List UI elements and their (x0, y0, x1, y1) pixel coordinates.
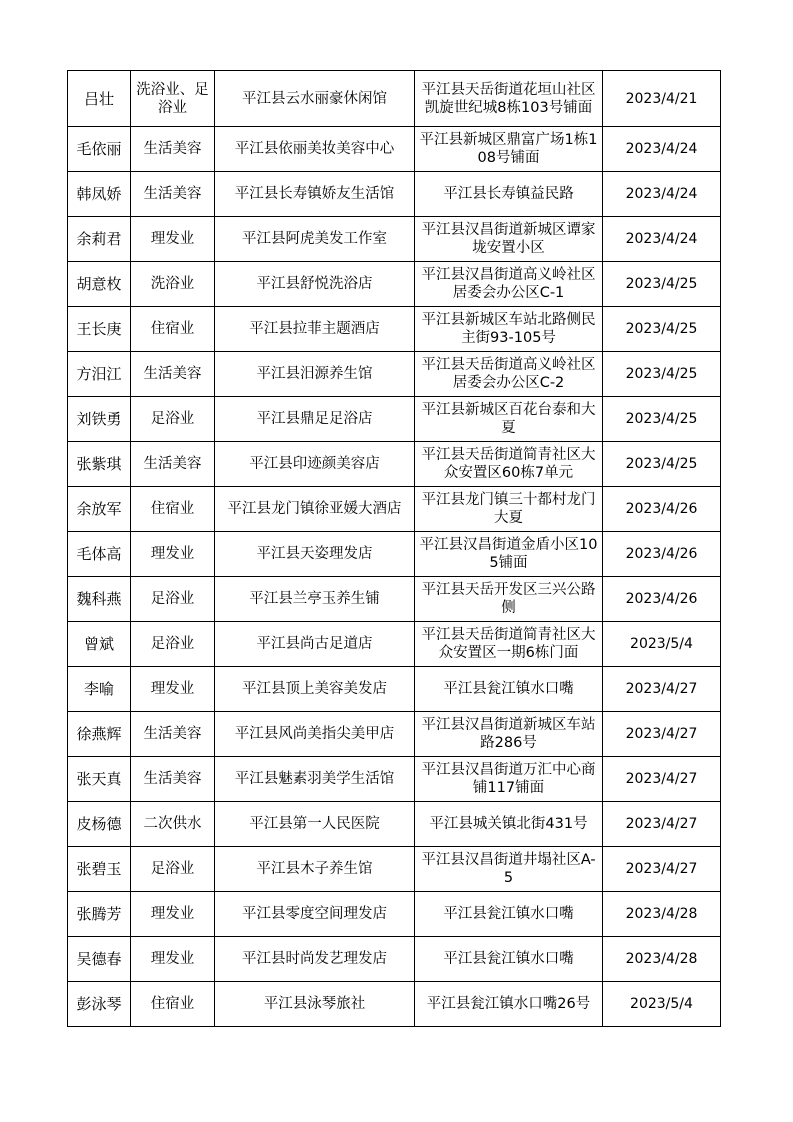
address-cell: 平江县新城区车站北路侧民主街93-105号 (415, 307, 603, 352)
table-row (68, 577, 721, 622)
address-cell: 平江县天岳街道简青社区大众安置区一期6栋门面 (415, 622, 603, 667)
table-row (68, 802, 721, 847)
table-row (68, 712, 721, 757)
shop-name-cell: 平江县零度空间理发店 (215, 892, 415, 937)
address-cell: 平江县天岳街道简青社区大众安置区60栋7单元 (415, 442, 603, 487)
address-cell: 平江县城关镇北街431号 (415, 802, 603, 847)
date-cell: 2023/4/27 (603, 757, 721, 802)
address-cell: 平江县汉昌街道井塌社区A-5 (415, 847, 603, 892)
owner-name-cell: 彭泳琴 (68, 982, 131, 1027)
shop-name-cell: 平江县尚古足道店 (215, 622, 415, 667)
date-cell: 2023/4/21 (603, 71, 721, 127)
industry-cell: 理发业 (131, 217, 215, 262)
industry-cell: 理发业 (131, 532, 215, 577)
date-cell: 2023/4/24 (603, 172, 721, 217)
address-cell: 平江县瓮江镇水口嘴 (415, 667, 603, 712)
address-cell: 平江县新城区鼎富广场1栋108号铺面 (415, 127, 603, 172)
owner-name-cell: 张天真 (68, 757, 131, 802)
date-cell: 2023/4/24 (603, 127, 721, 172)
table-row (68, 217, 721, 262)
owner-name-cell: 方汨江 (68, 352, 131, 397)
shop-name-cell: 平江县龙门镇徐亚媛大酒店 (215, 487, 415, 532)
owner-name-cell: 胡意枚 (68, 262, 131, 307)
table-row (68, 352, 721, 397)
owner-name-cell: 王长庚 (68, 307, 131, 352)
table-row (68, 442, 721, 487)
owner-name-cell: 张腾芳 (68, 892, 131, 937)
industry-cell: 足浴业 (131, 577, 215, 622)
shop-name-cell: 平江县拉菲主题酒店 (215, 307, 415, 352)
date-cell: 2023/4/28 (603, 892, 721, 937)
date-cell: 2023/4/27 (603, 667, 721, 712)
table-row (68, 172, 721, 217)
owner-name-cell: 毛依丽 (68, 127, 131, 172)
address-cell: 平江县长寿镇益民路 (415, 172, 603, 217)
date-cell: 2023/4/26 (603, 532, 721, 577)
industry-cell: 住宿业 (131, 487, 215, 532)
address-cell: 平江县汉昌街道新城区车站路286号 (415, 712, 603, 757)
owner-name-cell: 李喻 (68, 667, 131, 712)
industry-cell: 洗浴业、足浴业 (131, 71, 215, 127)
table-row (68, 982, 721, 1027)
date-cell: 2023/4/25 (603, 397, 721, 442)
permit-table (67, 70, 721, 1027)
industry-cell: 理发业 (131, 667, 215, 712)
date-cell: 2023/4/25 (603, 262, 721, 307)
address-cell: 平江县新城区百花台泰和大夏 (415, 397, 603, 442)
date-cell: 2023/5/4 (603, 622, 721, 667)
date-cell: 2023/4/26 (603, 577, 721, 622)
industry-cell: 洗浴业 (131, 262, 215, 307)
owner-name-cell: 吕壮 (68, 71, 131, 127)
owner-name-cell: 张紫琪 (68, 442, 131, 487)
table-row (68, 127, 721, 172)
address-cell: 平江县龙门镇三十都村龙门大夏 (415, 487, 603, 532)
owner-name-cell: 余莉君 (68, 217, 131, 262)
industry-cell: 足浴业 (131, 622, 215, 667)
date-cell: 2023/4/25 (603, 307, 721, 352)
industry-cell: 生活美容 (131, 712, 215, 757)
date-cell: 2023/4/27 (603, 847, 721, 892)
table-row (68, 262, 721, 307)
table-row (68, 667, 721, 712)
address-cell: 平江县汉昌街道金盾小区105铺面 (415, 532, 603, 577)
table-row (68, 847, 721, 892)
address-cell: 平江县天岳街道花垣山社区凯旋世纪城8栋103号铺面 (415, 71, 603, 127)
date-cell: 2023/5/4 (603, 982, 721, 1027)
shop-name-cell: 平江县时尚发艺理发店 (215, 937, 415, 982)
industry-cell: 生活美容 (131, 352, 215, 397)
address-cell: 平江县瓮江镇水口嘴 (415, 937, 603, 982)
table-body (68, 71, 721, 1027)
address-cell: 平江县天岳开发区三兴公路侧 (415, 577, 603, 622)
industry-cell: 理发业 (131, 937, 215, 982)
owner-name-cell: 魏科燕 (68, 577, 131, 622)
date-cell: 2023/4/28 (603, 937, 721, 982)
shop-name-cell: 平江县魅素羽美学生活馆 (215, 757, 415, 802)
owner-name-cell: 徐燕辉 (68, 712, 131, 757)
shop-name-cell: 平江县云水丽豪休闲馆 (215, 71, 415, 127)
table-row (68, 71, 721, 127)
shop-name-cell: 平江县阿虎美发工作室 (215, 217, 415, 262)
table-row (68, 307, 721, 352)
table-row (68, 622, 721, 667)
industry-cell: 生活美容 (131, 127, 215, 172)
address-cell: 平江县瓮江镇水口嘴 (415, 892, 603, 937)
industry-cell: 生活美容 (131, 757, 215, 802)
industry-cell: 二次供水 (131, 802, 215, 847)
address-cell: 平江县汉昌街道高义岭社区居委会办公区C-1 (415, 262, 603, 307)
address-cell: 平江县瓮江镇水口嘴26号 (415, 982, 603, 1027)
address-cell: 平江县汉昌街道万汇中心商铺117铺面 (415, 757, 603, 802)
table-row (68, 937, 721, 982)
industry-cell: 住宿业 (131, 982, 215, 1027)
owner-name-cell: 张碧玉 (68, 847, 131, 892)
shop-name-cell: 平江县长寿镇娇友生活馆 (215, 172, 415, 217)
owner-name-cell: 吴德春 (68, 937, 131, 982)
industry-cell: 住宿业 (131, 307, 215, 352)
shop-name-cell: 平江县天姿理发店 (215, 532, 415, 577)
shop-name-cell: 平江县顶上美容美发店 (215, 667, 415, 712)
table-row (68, 397, 721, 442)
shop-name-cell: 平江县兰亭玉养生铺 (215, 577, 415, 622)
date-cell: 2023/4/26 (603, 487, 721, 532)
industry-cell: 理发业 (131, 892, 215, 937)
shop-name-cell: 平江县依丽美妆美容中心 (215, 127, 415, 172)
industry-cell: 足浴业 (131, 397, 215, 442)
date-cell: 2023/4/24 (603, 217, 721, 262)
date-cell: 2023/4/25 (603, 352, 721, 397)
shop-name-cell: 平江县泳琴旅社 (215, 982, 415, 1027)
shop-name-cell: 平江县第一人民医院 (215, 802, 415, 847)
date-cell: 2023/4/27 (603, 802, 721, 847)
date-cell: 2023/4/27 (603, 712, 721, 757)
owner-name-cell: 毛体高 (68, 532, 131, 577)
shop-name-cell: 平江县汨源养生馆 (215, 352, 415, 397)
owner-name-cell: 余放军 (68, 487, 131, 532)
table-row (68, 487, 721, 532)
address-cell: 平江县汉昌街道新城区谭家垅安置小区 (415, 217, 603, 262)
shop-name-cell: 平江县风尚美指尖美甲店 (215, 712, 415, 757)
owner-name-cell: 韩凤娇 (68, 172, 131, 217)
table-row (68, 892, 721, 937)
industry-cell: 足浴业 (131, 847, 215, 892)
date-cell: 2023/4/25 (603, 442, 721, 487)
industry-cell: 生活美容 (131, 442, 215, 487)
shop-name-cell: 平江县印迹颜美容店 (215, 442, 415, 487)
shop-name-cell: 平江县木子养生馆 (215, 847, 415, 892)
owner-name-cell: 刘铁勇 (68, 397, 131, 442)
owner-name-cell: 曾斌 (68, 622, 131, 667)
address-cell: 平江县天岳街道高义岭社区居委会办公区C-2 (415, 352, 603, 397)
shop-name-cell: 平江县舒悦洗浴店 (215, 262, 415, 307)
industry-cell: 生活美容 (131, 172, 215, 217)
owner-name-cell: 皮杨德 (68, 802, 131, 847)
table-row (68, 532, 721, 577)
shop-name-cell: 平江县鼎足足浴店 (215, 397, 415, 442)
table-row (68, 757, 721, 802)
